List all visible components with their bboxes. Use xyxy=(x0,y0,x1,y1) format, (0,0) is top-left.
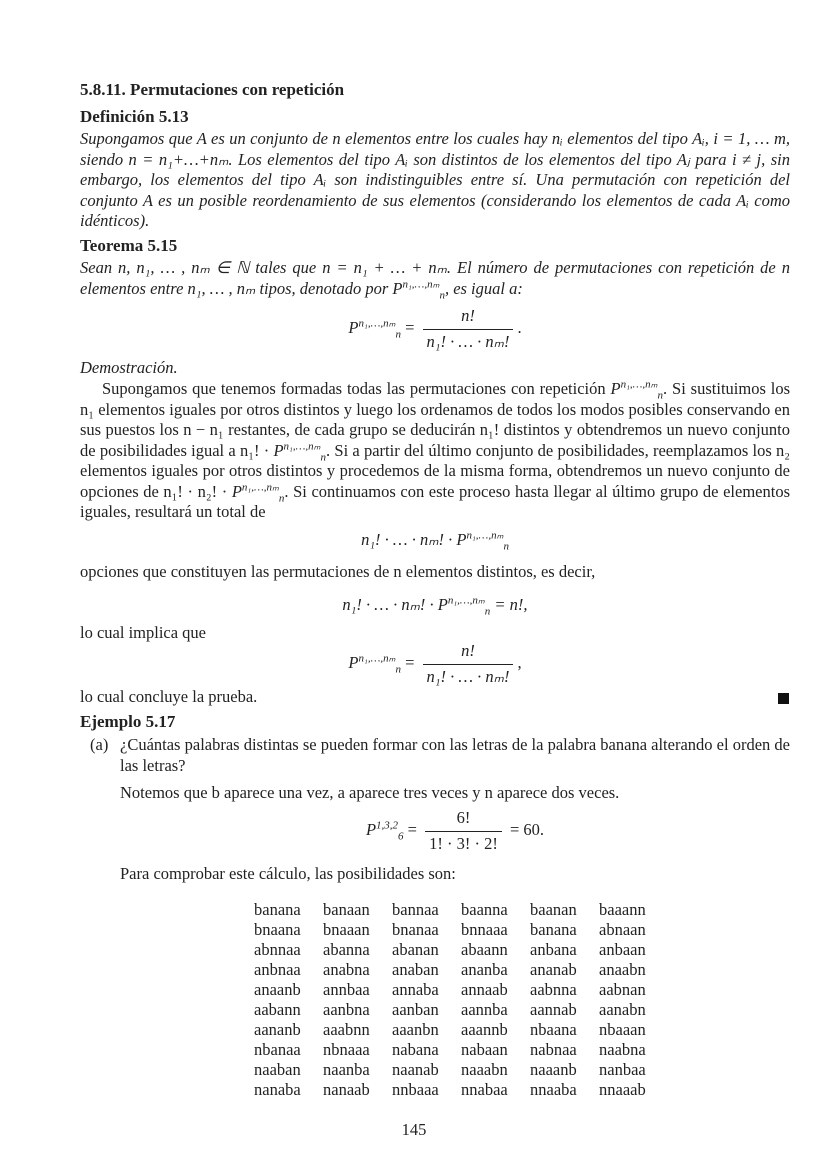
word-cell: bannaa xyxy=(392,900,439,919)
word-cell: ananab xyxy=(530,960,577,979)
table-row xyxy=(254,900,668,920)
word-cell: naaabn xyxy=(461,1060,508,1079)
word-cell: annbaa xyxy=(323,980,370,999)
page-number: 145 xyxy=(401,1120,427,1139)
word-cell: banana xyxy=(530,920,577,939)
word-cell: anaban xyxy=(392,960,439,979)
word-cell: naabna xyxy=(599,1040,646,1059)
word-cell: nabana xyxy=(392,1040,439,1059)
word-cell: nanaab xyxy=(323,1080,370,1099)
word-cell: aanabn xyxy=(599,1000,646,1019)
qed-square-icon xyxy=(778,693,789,704)
word-cell: nabaan xyxy=(461,1040,508,1059)
word-cell: aannba xyxy=(461,1000,508,1019)
word-cell: ananba xyxy=(461,960,508,979)
table-row xyxy=(254,940,668,960)
word-cell: aabann xyxy=(254,1000,301,1019)
word-cell: abanna xyxy=(323,940,370,959)
perm-symbol: $P^{n_1,\dots,n_m}_n$ xyxy=(392,278,445,301)
theorem-text-b: , es igual a: xyxy=(444,278,523,298)
word-cell: nanaba xyxy=(254,1080,301,1099)
word-cell: bnaaan xyxy=(323,920,370,939)
word-cell: banaan xyxy=(323,900,370,919)
table-row xyxy=(254,960,668,980)
result-formula: $P^{n_1,\dots,n_m}_n$ = $\frac{n!}{\text{n₁! · … · nₘ!}}$ , xyxy=(348,641,522,686)
word-cell: nabnaa xyxy=(530,1040,577,1059)
word-cell: aabnan xyxy=(599,980,646,999)
theorem-text-a: Sean n, n₁, … , nₘ ∈ ℕ tales que n = n₁ + … + nₘ. El número de permutaciones con repetición de n elementos entre n₁, … , nₘ tipos, denotado por xyxy=(80,258,790,298)
word-cell: annaba xyxy=(392,980,439,999)
word-cell: bnanaa xyxy=(392,920,439,939)
proof-p4: lo cual concluye la prueba. xyxy=(80,687,258,706)
word-cell: bnnaaa xyxy=(461,920,508,939)
word-cell: nnbaaa xyxy=(392,1080,439,1099)
word-cell: aannab xyxy=(530,1000,577,1019)
theorem-heading: Teorema 5.15 xyxy=(80,236,178,255)
word-cell: banana xyxy=(254,900,301,919)
proof-label: Demostración. xyxy=(80,358,178,377)
table-row xyxy=(254,1000,668,1020)
table-row xyxy=(254,1080,668,1100)
word-cell: bnaana xyxy=(254,920,301,939)
example-question: ¿Cuántas palabras distintas se pueden formar con las letras de la palabra banana alterando el orden de las letras? xyxy=(120,735,790,775)
word-cell: nanbaa xyxy=(599,1060,646,1079)
equality-formula: n₁! · … · nₘ! · $P^{n_1,\dots,n_m}_n = n$!, xyxy=(342,594,528,618)
word-cell: abnaan xyxy=(599,920,646,939)
word-cell: abnnaa xyxy=(254,940,301,959)
word-cell: nbnaaa xyxy=(323,1040,370,1059)
word-cell: anbnaa xyxy=(254,960,301,979)
word-cell: aaannb xyxy=(461,1020,508,1039)
word-cell: aabnna xyxy=(530,980,577,999)
table-row xyxy=(254,980,668,1000)
item-label: (a) xyxy=(90,735,109,754)
word-cell: naaban xyxy=(254,1060,301,1079)
section-title: 5.8.11. Permutaciones con repetición xyxy=(80,80,345,99)
table-row xyxy=(254,1020,668,1040)
table-row xyxy=(254,1040,668,1060)
table-row xyxy=(254,920,668,940)
product-formula: n₁! · … · nₘ! · $P^{n_1,\dots,n_m}_n$ xyxy=(361,529,509,553)
theorem-text xyxy=(80,258,790,299)
word-cell: abanan xyxy=(392,940,439,959)
word-cell: nnaaba xyxy=(530,1080,577,1099)
word-cell: aanbna xyxy=(323,1000,370,1019)
word-cell: nbanaa xyxy=(254,1040,301,1059)
proof-p3: lo cual implica que xyxy=(80,623,206,642)
word-cell: nnaaab xyxy=(599,1080,646,1099)
definition-heading: Definición 5.13 xyxy=(80,107,189,126)
word-cell: naaanb xyxy=(530,1060,577,1079)
word-cell: anabna xyxy=(323,960,370,979)
word-cell: nbaaan xyxy=(599,1020,646,1039)
word-cell: anbaan xyxy=(599,940,646,959)
word-cell: abaann xyxy=(461,940,508,959)
word-cell: aaanbn xyxy=(392,1020,439,1039)
word-cell: anbana xyxy=(530,940,577,959)
word-cell: aaabnn xyxy=(323,1020,370,1039)
theorem-formula: $P^{n_1,\dots,n_m}_n$ = $\frac{n!}{\text{n₁! · … · nₘ!}}$ . xyxy=(348,306,522,351)
permutations-table xyxy=(254,900,668,1100)
word-cell: naanba xyxy=(323,1060,370,1079)
example-note: Notemos que b aparece una vez, a aparece tres veces y n aparece dos veces. xyxy=(120,783,620,802)
word-cell: baanan xyxy=(530,900,577,919)
word-cell: baanna xyxy=(461,900,508,919)
example-formula: P$^{1,3,2}_6$ = $\frac{6!}{1! \cdot 3! \cdot 2!}$ = 60. xyxy=(365,808,545,853)
example-heading: Ejemplo 5.17 xyxy=(80,712,176,731)
word-cell: nbaana xyxy=(530,1020,577,1039)
word-cell: aanban xyxy=(392,1000,439,1019)
word-cell: annaab xyxy=(461,980,508,999)
word-cell: anaanb xyxy=(254,980,301,999)
word-cell: anaabn xyxy=(599,960,646,979)
proof-p2: opciones que constituyen las permutaciones de n elementos distintos, es decir, xyxy=(80,562,596,581)
example-check: Para comprobar este cálculo, las posibilidades son: xyxy=(120,864,456,883)
word-cell: nnabaa xyxy=(461,1080,508,1099)
proof-paragraph: Supongamos que tenemos formadas todas las permutaciones con repetición $P^{n_1,\dots,n_m}_n$. Si sustituimos los n₁ elementos iguales por otros distintos y luego los ordenamos de todos los modos posibles conservando en sus puestos los n − n₁ restantes, de cada grupo se deducirán n₁! distintos y obtendremos un nuevo conjunto de posibilidades igual a n₁! · $P^{n_1,\dots,n_m}_n$. Si a partir del último conjunto de posibilidades, reemplazamos los n₂ elementos iguales por otros distintos y procedemos de la misma forma, obtendremos un nuevo conjunto de opciones de n₁! · n₂! · $P^{n_1,\dots,n_m}_n$. Si continuamos con este proceso hasta llegar al último grupo de elementos iguales, resultará un total de xyxy=(80,378,790,521)
word-cell: baaann xyxy=(599,900,646,919)
word-cell: naanab xyxy=(392,1060,439,1079)
word-cell: aananb xyxy=(254,1020,301,1039)
definition-text: Supongamos que A es un conjunto de n elementos entre los cuales hay nᵢ elementos del tipo Aᵢ, i = 1, … m, siendo n = n₁+…+nₘ. Los elementos del tipo Aᵢ son distintos de los elementos del tipo Aⱼ para i ≠ j, sin embargo, los elementos del tipo Aᵢ son indistinguibles entre sí. Una permutación con repetición del conjunto A es un posible reordenamiento de sus elementos (considerando los elementos de cada Aᵢ como idénticos). xyxy=(80,129,790,230)
table-row xyxy=(254,1060,668,1080)
